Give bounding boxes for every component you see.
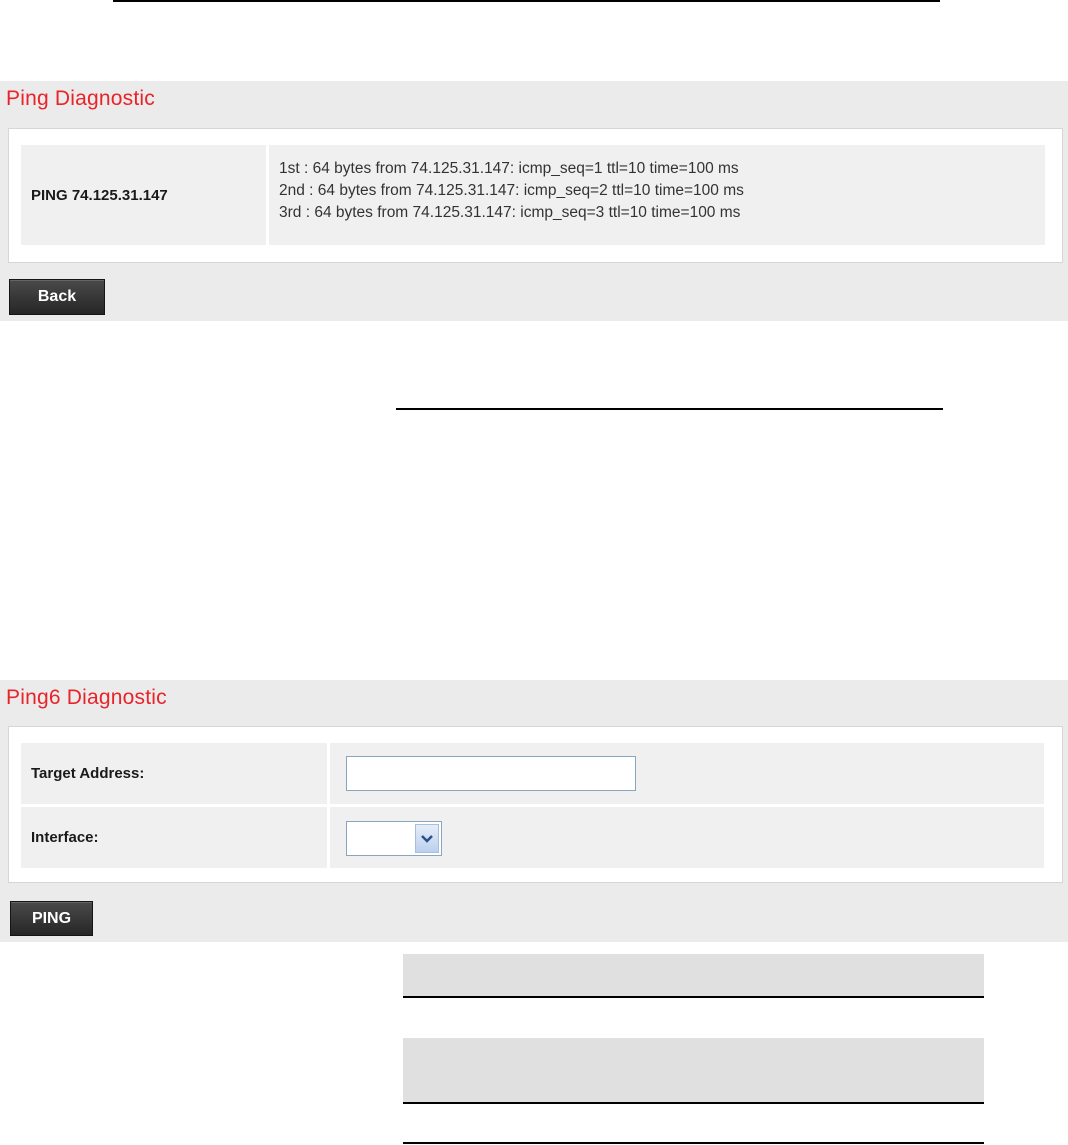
ping-result-line-3: 3rd : 64 bytes from 74.125.31.147: icmp_seq=3 ttl=10 time=100 ms	[279, 204, 741, 221]
ping-result-box	[8, 128, 1063, 263]
table-rule-1	[403, 996, 984, 998]
top-divider	[113, 0, 940, 2]
ping-results-list	[279, 158, 744, 224]
ping-result-line-2: 2nd : 64 bytes from 74.125.31.147: icmp_seq=2 ttl=10 time=100 ms	[279, 182, 744, 199]
middle-divider	[396, 408, 943, 410]
interface-select[interactable]	[346, 821, 442, 856]
interface-value-cell	[330, 807, 1044, 868]
ping-diagnostic-title: Ping Diagnostic	[6, 87, 155, 110]
ping-result-line-1: 1st : 64 bytes from 74.125.31.147: icmp_seq=1 ttl=10 time=100 ms	[279, 160, 739, 177]
ping-target-label: PING 74.125.31.147	[31, 186, 168, 204]
target-address-label: Target Address:	[31, 765, 145, 782]
interface-label: Interface:	[31, 829, 99, 846]
chevron-down-icon[interactable]	[415, 824, 439, 853]
table-header-bar	[403, 954, 984, 996]
ping-button[interactable]: PING	[10, 901, 93, 936]
target-address-value-cell	[330, 743, 1044, 804]
ping6-diagnostic-panel	[0, 680, 1068, 942]
table-rule-3	[403, 1142, 984, 1144]
ping6-form-box	[8, 726, 1063, 883]
ping6-diagnostic-title: Ping6 Diagnostic	[6, 686, 167, 709]
ping-target-cell	[21, 145, 266, 245]
ping-results-cell	[269, 145, 1045, 245]
table-row-bar	[403, 1038, 984, 1102]
target-address-label-cell	[21, 743, 327, 804]
ping-diagnostic-panel	[0, 81, 1068, 321]
back-button[interactable]: Back	[9, 279, 105, 315]
table-rule-2	[403, 1102, 984, 1104]
chevron-down-icon-svg	[421, 835, 433, 843]
target-address-input[interactable]	[346, 756, 636, 791]
interface-label-cell	[21, 807, 327, 868]
